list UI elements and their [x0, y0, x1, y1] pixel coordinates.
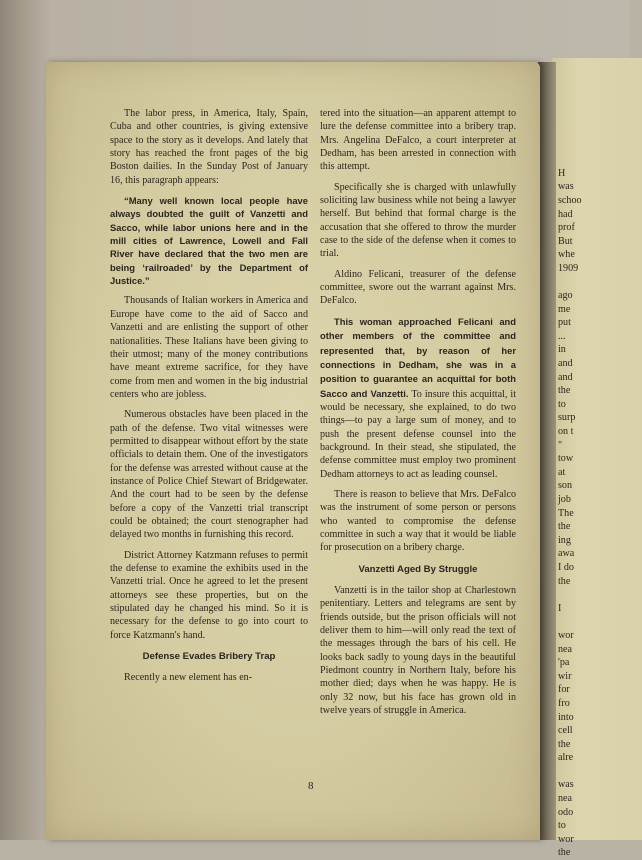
- fragment-line: schoo: [558, 194, 582, 206]
- paragraph-rest: To insure this acquittal, it would be necessary, she explained, to do two things—to pay a large sum of money, and to push the present defense counsel into the background. In their stead, she stipulated, the defense committee must employ two prominent Dedham attorneys to act as leading counsel.: [320, 388, 516, 480]
- fragment-line: ing: [558, 534, 571, 546]
- fragment-line: nea: [558, 793, 573, 805]
- fragment-line: ": [558, 439, 563, 451]
- fragment-line: the: [558, 575, 571, 587]
- fragment-line: was: [558, 181, 574, 193]
- fragment-line: ago: [558, 290, 573, 302]
- fragment-line: wor: [558, 833, 574, 845]
- fragment-line: I: [558, 602, 562, 614]
- fragment-line: [558, 99, 642, 113]
- fragment-line: at: [558, 466, 566, 478]
- fragment-line: 'pa: [558, 657, 570, 669]
- paragraph: District Attorney Katzmann refuses to permit the defense to examine the exhibits used in the Vanzetti trial. Once he agreed to let the present attorneys see these properties, but on the stipulated day he changed his mind. So it is necessary for the defense to go into court to force Katzmann's hand.: [110, 549, 308, 641]
- fragment-line: in: [558, 344, 566, 356]
- paragraph: Recently a new element has en-: [124, 672, 253, 684]
- paragraph: Aldino Felicani, treasurer of the defense committee, swore out the warrant against Mrs. DeFalco.: [320, 268, 516, 307]
- paragraph: The labor press, in America, Italy, Spain, Cuba and other countries, is giving extensive space to the story as it develops. And lately that story has reached the front pages of the big Boston dailies. In the Sunday Post of January 16, this paragraph appears:: [110, 108, 308, 186]
- fragment-line: [558, 112, 642, 126]
- fragment-line: job: [558, 494, 571, 505]
- fragment-line: [558, 58, 642, 72]
- fragment-line: alre: [558, 752, 574, 764]
- fragment-line: The: [558, 507, 574, 519]
- section-heading: Defense Evades Bribery Trap: [142, 651, 276, 663]
- fragment-line: on t: [558, 426, 574, 438]
- fragment-line: 1909: [558, 262, 579, 274]
- fragment-line: and: [558, 371, 573, 383]
- fragment-line: to: [558, 820, 566, 832]
- facing-page: [552, 58, 642, 859]
- facing-page-text-fragments: [558, 58, 642, 860]
- fragment-line: for: [558, 684, 570, 696]
- paragraph-mixed: [320, 315, 516, 481]
- fragment-line: [558, 140, 642, 154]
- left-column: [110, 107, 308, 692]
- fragment-line: and: [558, 358, 573, 370]
- fragment-line: wir: [558, 670, 572, 682]
- fragment-line: into: [558, 711, 574, 723]
- fragment-line: awa: [558, 548, 575, 560]
- paragraph: tered into the situation—an apparent attempt to lure the defense committee into a bribery trap. Mrs. Angelina DeFalco, a court interpreter at Dedham, has been arrested in connection with this attempt.: [320, 108, 516, 173]
- fragment-line: nea: [558, 643, 573, 655]
- fragment-line: to: [558, 398, 566, 410]
- fragment-line: had: [558, 208, 573, 220]
- paragraph: Vanzetti is in the tailor shop at Charlestown penitentiary. Letters and telegrams are sent by friends outside, but the prison officials will not deliver them to him—will only read the text of the messages through the bars of his cell. He looks back sadly to young days in the beautiful Piedmont country in Northern Italy, before his mother died; days when he was happy. He is only 32 now, but his face has grown old in twelve years of struggle in America.: [320, 585, 516, 717]
- fragment-line: the: [558, 521, 571, 533]
- fragment-line: But: [558, 235, 573, 247]
- page-number: 8: [308, 780, 314, 792]
- fragment-line: the: [558, 738, 571, 750]
- fragment-line: surp: [558, 412, 576, 424]
- fragment-line: the: [558, 385, 571, 397]
- fragment-line: me: [558, 303, 571, 315]
- fragment-line: wor: [558, 629, 574, 641]
- fragment-line: fro: [558, 697, 570, 709]
- fragment-line: was: [558, 779, 574, 791]
- fragment-line: [558, 588, 642, 602]
- fragment-line: tow: [558, 453, 574, 465]
- fragment-line: son: [558, 480, 573, 492]
- fragment-line: I do: [558, 561, 574, 573]
- fragment-line: ...: [558, 330, 566, 342]
- section-heading: Vanzetti Aged By Struggle: [358, 563, 478, 575]
- fragment-line: [558, 615, 642, 629]
- paragraph: Thousands of Italian workers in America and Europe have come to the aid of Sacco and Vanzetti and are enlisting the support of other nationalities. These Italians have been giving to their utmost; many of the money contributions have meant extreme sacrifice, for they have come from men and women in the big industrial centers who are jobless.: [110, 295, 308, 400]
- fragment-line: whe: [558, 249, 575, 261]
- paragraph: Numerous obstacles have been placed in the path of the defense. Two vital witnesses were permitted to disappear without effort by the state officials to detain them. One of the investigators for the defense was arrested without cause at the instance of Police Chief Stewart of Bridgewater. And the court had to be seen by the defense before a copy of the Vanzetti trial transcript could be obtained; the court stenographer had delayed two months in furnishing this record.: [110, 409, 308, 541]
- fragment-line: [558, 72, 642, 86]
- fragment-line: the: [558, 847, 571, 859]
- quoted-paragraph: “Many well known local people have always doubted the guilt of Vanzetti and Sacco, while labor unions here and in the mill cities of Lawrence, Lowell and Fall River have declared that the two men are being ‘railroaded’ by the Department of Justice.”: [110, 195, 308, 287]
- fragment-line: odo: [558, 806, 574, 818]
- fragment-line: [558, 85, 642, 99]
- middle-column: [320, 107, 516, 724]
- fragment-line: [558, 153, 642, 167]
- paragraph: There is reason to believe that Mrs. DeFalco was the instrument of some person or persons who wanted to compromise the defense committee in such a way that it would be liable for prosecution on a bribery charge.: [320, 488, 516, 554]
- fragment-line: H: [558, 167, 566, 179]
- fragment-line: cell: [558, 725, 573, 737]
- spine-shadow: [538, 62, 556, 840]
- fragment-line: [558, 765, 642, 779]
- fragment-line: [558, 276, 642, 290]
- fragment-line: [558, 126, 642, 140]
- bold-lead: This woman approached Felicani and other members of the committee and represented that, by reason of her connections in Dedham, she was in a position to guarantee an acquittal for both Sacco and Vanzetti.: [320, 315, 516, 399]
- fragment-line: prof: [558, 222, 575, 234]
- fragment-line: put: [558, 317, 571, 329]
- paragraph: Specifically she is charged with unlawfully soliciting law business while not being a lawyer herself. But behind that formal charge is the accusation that she offered to throw the murder case to the side of the defense when it comes to trial.: [320, 181, 516, 260]
